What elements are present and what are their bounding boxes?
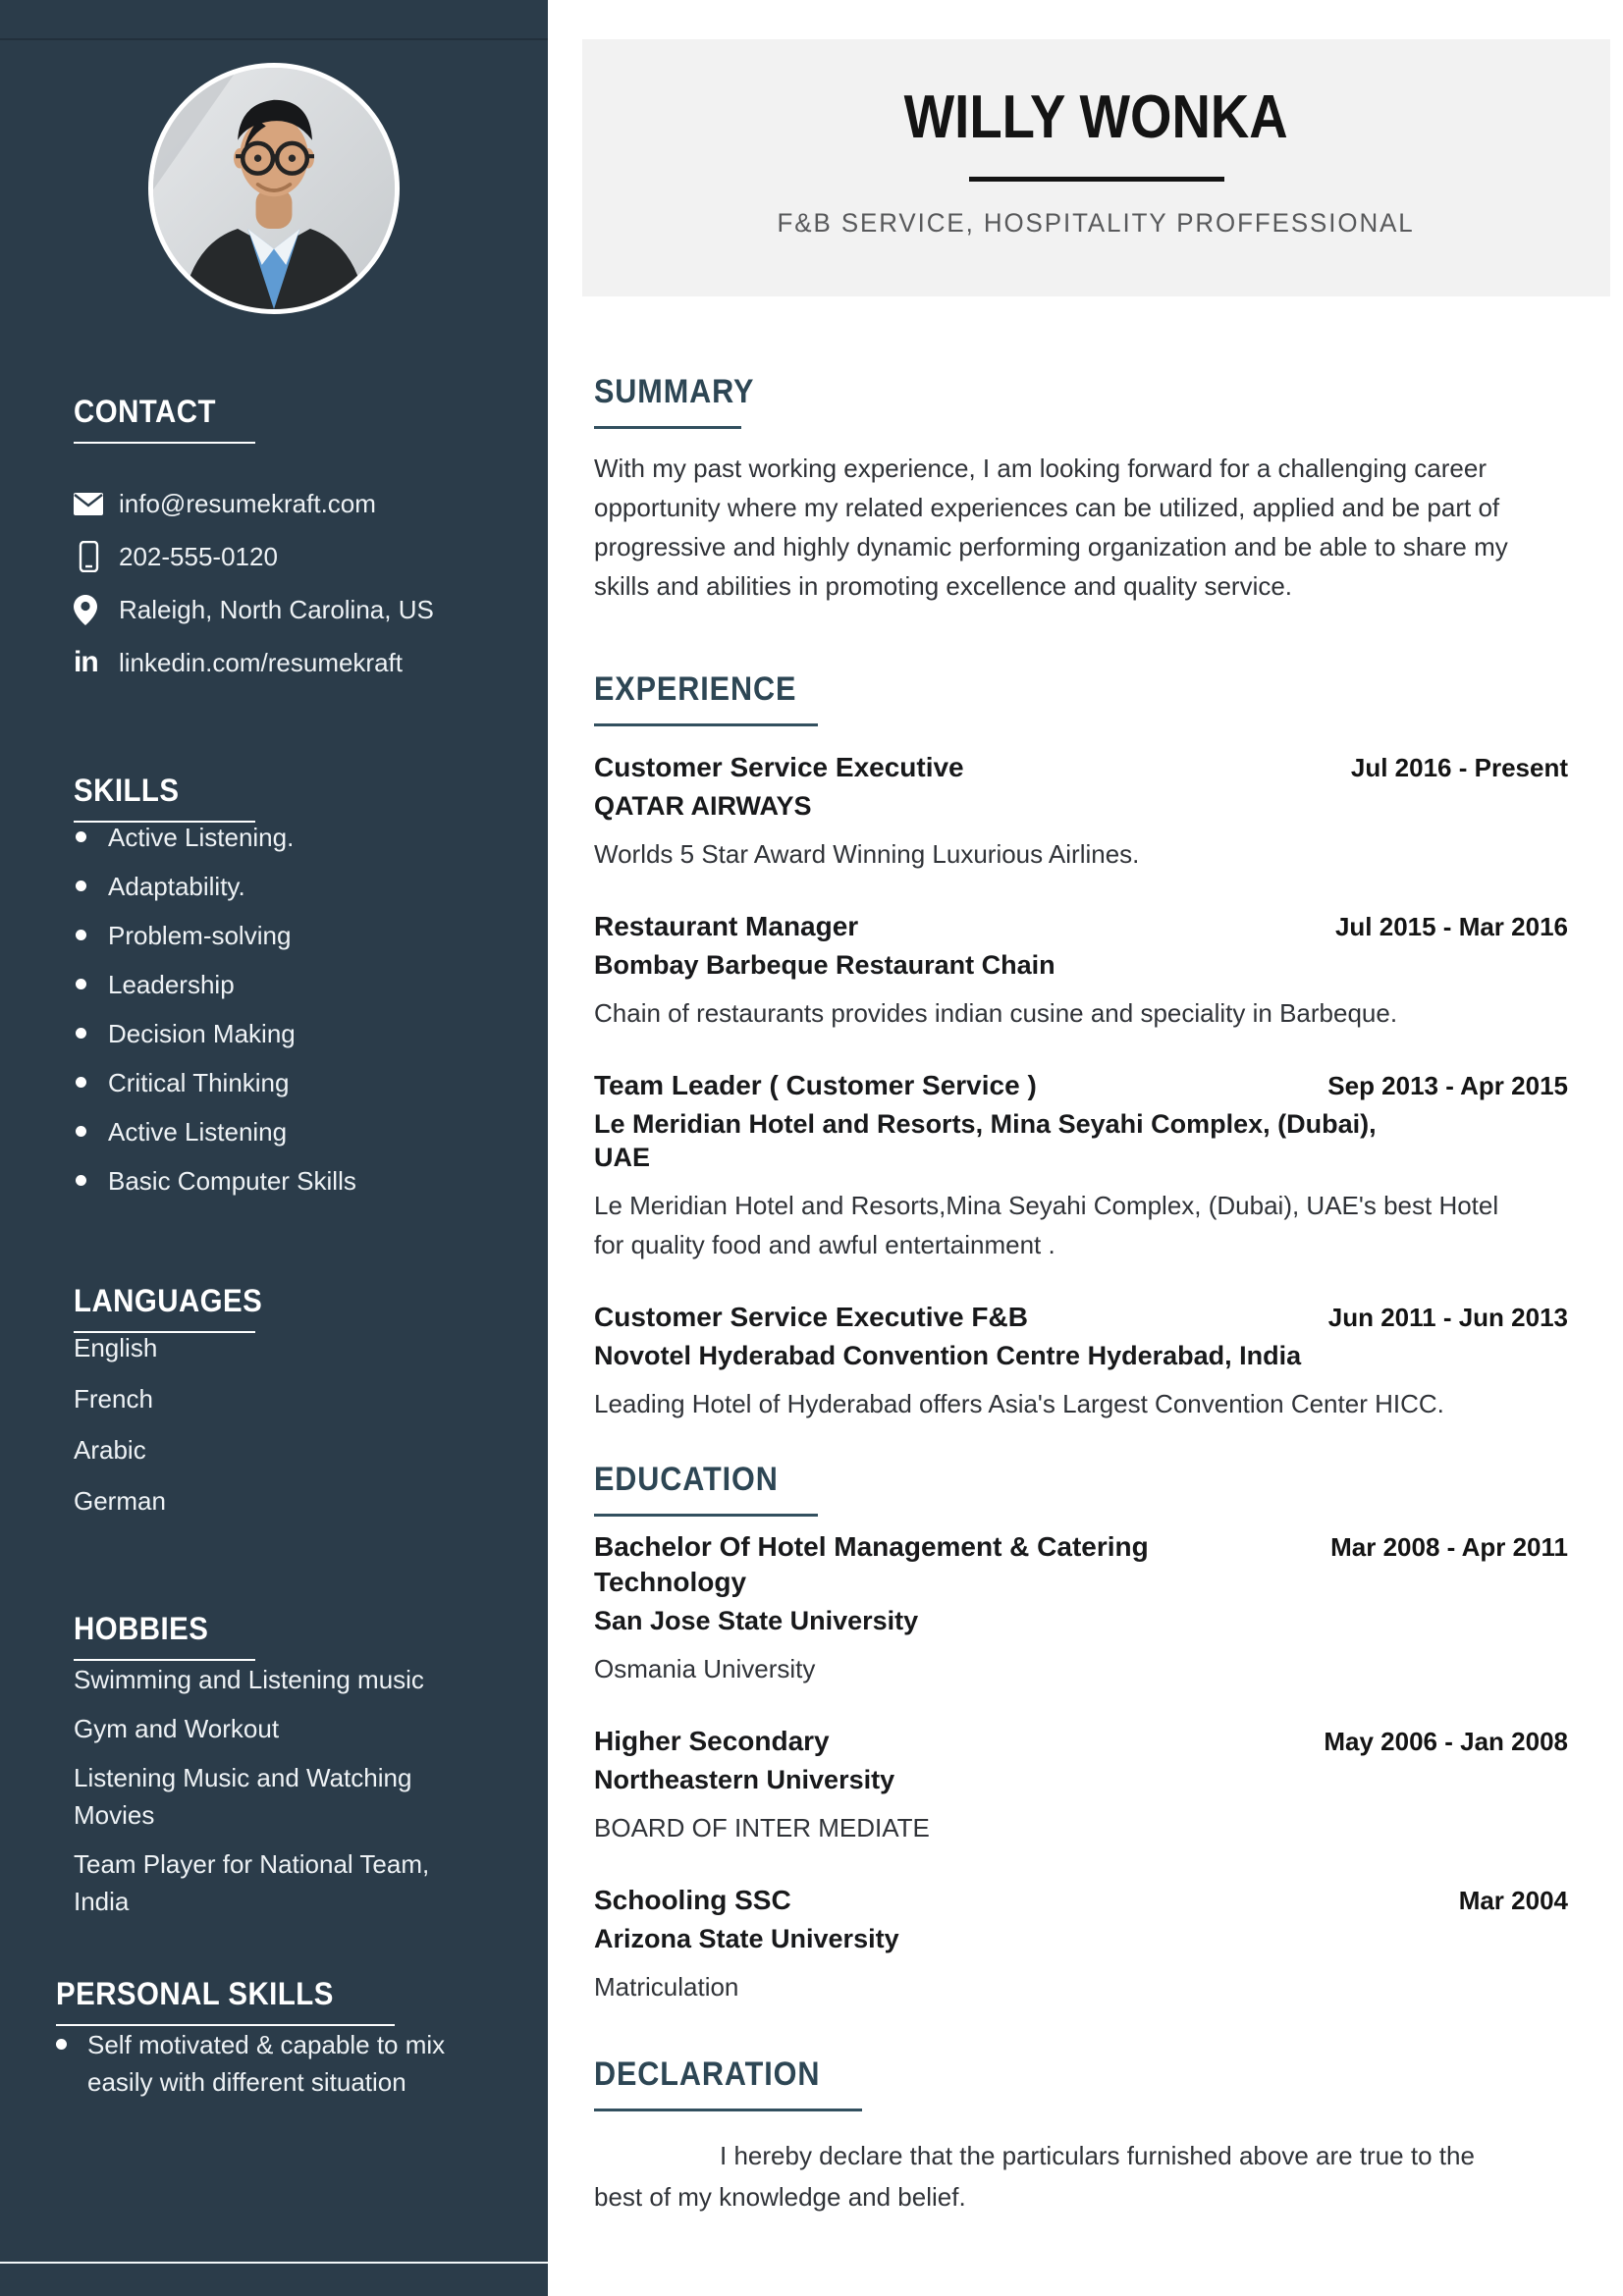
- language-item: German: [74, 1486, 166, 1516]
- profile-photo: [148, 63, 400, 314]
- main-column: [548, 0, 1623, 2296]
- contact-item-email: [74, 477, 509, 530]
- skill-item: Active Listening: [74, 1117, 509, 1147]
- skill-item: Adaptability.: [74, 872, 509, 901]
- hobby-item: Team Player for National Team, India: [74, 1849, 430, 1916]
- contact-item-phone: [74, 530, 509, 583]
- location-icon: [74, 595, 107, 625]
- education-dates: Mar 2008 - Apr 2011: [1330, 1532, 1568, 1562]
- email-icon: [74, 493, 107, 515]
- job-description: Le Meridian Hotel and Resorts,Mina Seyahi Complex, (Dubai), UAE's best Hotel for quality food and awful entertainment .: [594, 1191, 1499, 1259]
- education-description: BOARD OF INTER MEDIATE: [594, 1813, 930, 1842]
- contact-section: [74, 393, 509, 689]
- header: [582, 39, 1610, 296]
- skills-heading: SKILLS: [74, 773, 180, 808]
- skills-section: [74, 772, 509, 1196]
- languages-list: [74, 1333, 509, 1516]
- skill-item: Decision Making: [74, 1019, 509, 1048]
- contact-heading-rule: [74, 442, 255, 444]
- hobby-item: Listening Music and Watching Movies: [74, 1763, 412, 1830]
- language-item: English: [74, 1333, 158, 1362]
- languages-section: [74, 1282, 509, 1516]
- summary-heading: SUMMARY: [594, 373, 755, 410]
- job-dates: Jul 2015 - Mar 2016: [1334, 912, 1568, 941]
- hobby-item: Gym and Workout: [74, 1714, 280, 1743]
- contact-linkedin-text: linkedin.com/resumekraft: [119, 647, 403, 677]
- education-entry: [594, 1883, 1568, 2006]
- job-description: Leading Hotel of Hyderabad offers Asia's Largest Convention Center HICC.: [594, 1389, 1444, 1418]
- experience-entry: [594, 750, 1568, 874]
- job-description: Worlds 5 Star Award Winning Luxurious Airlines.: [594, 839, 1140, 869]
- school-name: Arizona State University: [594, 1924, 899, 1953]
- experience-entries: [594, 750, 1568, 1423]
- sidebar: [0, 0, 548, 2296]
- contact-item-location: [74, 583, 509, 636]
- job-title: Restaurant Manager: [594, 911, 859, 941]
- languages-heading: LANGUAGES: [74, 1283, 263, 1318]
- summary-section: [594, 371, 1568, 606]
- contact-heading: CONTACT: [74, 394, 216, 429]
- experience-entry: [594, 909, 1568, 1033]
- summary-heading-rule: [594, 426, 741, 429]
- job-title: Customer Service Executive F&B: [594, 1302, 1028, 1332]
- personal-skills-list: [56, 2026, 488, 2101]
- hobby-item: Swimming and Listening music: [74, 1665, 424, 1694]
- personal-skills-section: [56, 1975, 509, 2101]
- declaration-text: I hereby declare that the particulars furnished above are true to the best of my knowledge and belief.: [594, 2141, 1475, 2212]
- experience-entry: [594, 1300, 1568, 1423]
- sidebar-bottom-divider: [0, 2262, 548, 2264]
- education-heading: EDUCATION: [594, 1461, 779, 1498]
- education-dates: May 2006 - Jan 2008: [1324, 1727, 1568, 1756]
- skills-list: [74, 823, 509, 1196]
- contact-item-linkedin: [74, 636, 509, 689]
- education-entry: [594, 1529, 1568, 1688]
- job-dates: Jun 2011 - Jun 2013: [1327, 1303, 1568, 1332]
- job-dates: Sep 2013 - Apr 2015: [1327, 1071, 1568, 1100]
- personal-skills-heading: PERSONAL SKILLS: [56, 1976, 334, 2011]
- job-description: Chain of restaurants provides indian cusine and speciality in Barbeque.: [594, 998, 1398, 1028]
- education-entries: [594, 1529, 1568, 2006]
- skill-item: Problem-solving: [74, 921, 509, 950]
- education-heading-rule: [594, 1514, 818, 1517]
- experience-heading-rule: [594, 723, 818, 726]
- job-title: Team Leader ( Customer Service ): [594, 1070, 1037, 1100]
- phone-icon: [74, 541, 107, 572]
- degree-title: Higher Secondary: [594, 1726, 830, 1756]
- experience-section: [594, 668, 1568, 1423]
- contact-phone-text: 202-555-0120: [119, 541, 278, 571]
- skill-item: Leadership: [74, 970, 509, 999]
- school-name: Northeastern University: [594, 1765, 895, 1794]
- job-title: Customer Service Executive: [594, 752, 964, 782]
- hobbies-section: [74, 1610, 509, 1920]
- school-name: San Jose State University: [594, 1606, 919, 1635]
- declaration-heading: DECLARATION: [594, 2056, 821, 2093]
- job-company: Bombay Barbeque Restaurant Chain: [594, 950, 1055, 980]
- degree-title: Bachelor Of Hotel Management & Catering Technology: [594, 1531, 1149, 1597]
- job-dates: Jul 2016 - Present: [1350, 753, 1568, 782]
- contact-list: [74, 477, 509, 689]
- skill-item: Active Listening.: [74, 823, 509, 852]
- education-description: Matriculation: [594, 1972, 739, 2002]
- skill-item: Basic Computer Skills: [74, 1166, 509, 1196]
- declaration-section: [594, 2054, 1568, 2217]
- education-entry: [594, 1724, 1568, 1847]
- sidebar-content: [0, 393, 548, 2101]
- language-item: Arabic: [74, 1435, 146, 1465]
- job-company: Le Meridian Hotel and Resorts, Mina Seyahi Complex, (Dubai), UAE: [594, 1109, 1377, 1172]
- education-description: Osmania University: [594, 1654, 816, 1683]
- skill-item: Critical Thinking: [74, 1068, 509, 1097]
- contact-email-text: info@resumekraft.com: [119, 488, 376, 518]
- person-title: F&B SERVICE, HOSPITALITY PROFFESSIONAL: [777, 208, 1416, 238]
- declaration-heading-rule: [594, 2109, 862, 2111]
- experience-heading: EXPERIENCE: [594, 670, 797, 708]
- language-item: French: [74, 1384, 153, 1414]
- job-company: Novotel Hyderabad Convention Centre Hyderabad, India: [594, 1341, 1302, 1370]
- hobbies-heading: HOBBIES: [74, 1611, 209, 1646]
- education-section: [594, 1459, 1568, 2006]
- hobbies-list: [74, 1661, 466, 1920]
- sidebar-top-divider: [0, 38, 548, 40]
- person-name: WILLY WONKA: [903, 83, 1288, 151]
- job-company: QATAR AIRWAYS: [594, 791, 812, 821]
- experience-entry: [594, 1068, 1568, 1264]
- degree-title: Schooling SSC: [594, 1885, 791, 1915]
- linkedin-icon: in: [74, 646, 98, 678]
- education-dates: Mar 2004: [1458, 1886, 1568, 1915]
- avatar: [153, 68, 395, 309]
- summary-text: With my past working experience, I am looking forward for a challenging career opportunity where my related experiences can be utilized, applied and be part of progressive and highly dynamic performing organization and be able to share my skills and abilities in promoting excellence and quality service.: [594, 454, 1508, 601]
- personal-skill-item: Self motivated & capable to mix easily with different situation: [56, 2026, 488, 2101]
- contact-location-text: Raleigh, North Carolina, US: [119, 594, 434, 624]
